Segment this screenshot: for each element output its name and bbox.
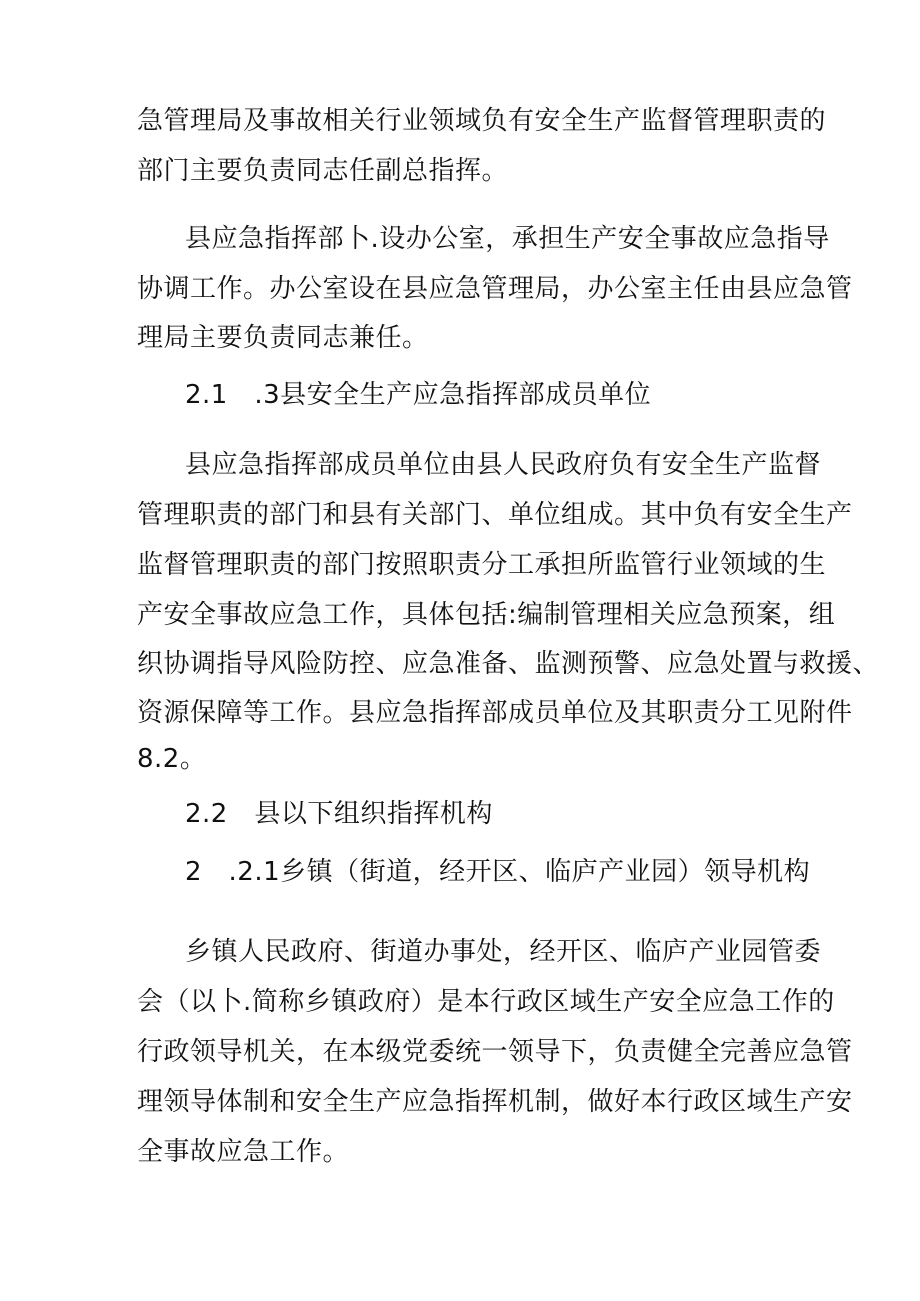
body-text-line: 行政领导机关，在本级党委统一领导下，负责健全完善应急管: [137, 1037, 853, 1067]
body-text-line: 会（以卜.简称乡镇政府）是本行政区域生产安全应急工作的: [137, 987, 835, 1017]
body-text-line: 县应急指挥部成员单位由县人民政府负有安全生产监督: [185, 450, 822, 480]
body-text-line: 产安全事故应急工作，具体包括:编制管理相关应急预案，组: [137, 600, 836, 630]
body-text-line: 急管理局及事故相关行业领域负有安全生产监督管理职责的: [137, 106, 827, 136]
body-text-line: 监督管理职责的部门按照职责分工承担所监管行业领域的生: [137, 550, 827, 580]
section-heading: 2.2 县以下组织指挥机构: [185, 799, 493, 829]
body-text-line: 8.2。: [137, 744, 207, 774]
body-text-line: 理领导体制和安全生产应急指挥机制，做好本行政区域生产安: [137, 1087, 853, 1117]
body-text-line: 部门主要负责同志任副总指挥。: [137, 156, 509, 186]
body-text-line: 织协调指导风险防控、应急准备、监测预警、应急处置与救援、: [137, 649, 880, 679]
body-text-line: 资源保障等工作。县应急指挥部成员单位及其职责分工见附件: [137, 698, 853, 728]
body-text-line: 乡镇人民政府、街道办事处，经开区、临庐产业园管委: [185, 937, 822, 967]
body-text-line: 县应急指挥部卜.设办公室，承担生产安全事故应急指导: [185, 224, 830, 254]
body-text-line: 理局主要负责同志兼任。: [137, 323, 429, 353]
section-heading: 2.1 .3县安全生产应急指挥部成员单位: [185, 380, 652, 410]
section-heading: 2 .2.1乡镇（街道，经开区、临庐产业园）领导机构: [185, 857, 811, 887]
body-text-line: 协调工作。办公室设在县应急管理局，办公室主任由县应急管: [137, 274, 853, 304]
body-text-line: 全事故应急工作。: [137, 1137, 350, 1167]
body-text-line: 管理职责的部门和县有关部门、单位组成。其中负有安全生产: [137, 500, 853, 530]
